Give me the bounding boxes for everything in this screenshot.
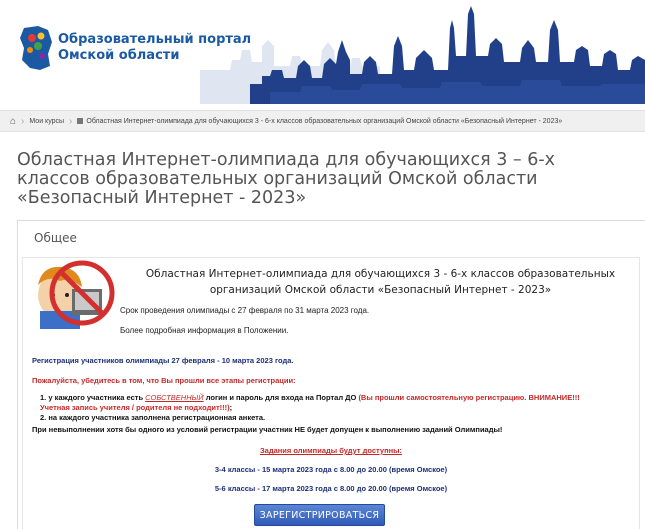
register-button[interactable]: ЗАРЕГИСТРИРОВАТЬСЯ: [254, 504, 385, 526]
registration-steps: [40, 393, 610, 423]
tasks-grades-3-4: 3-4 классы - 15 марта 2023 года с 8.00 до 20.00 (время Омское): [214, 465, 448, 474]
region-map-logo-icon: [18, 24, 54, 72]
section-title: Общее: [34, 231, 77, 245]
step-item: [40, 393, 610, 413]
registration-period: Регистрация участников олимпиады 27 февраля - 10 марта 2023 года.: [32, 356, 294, 365]
step1-warning: (Вы прошли самостоятельную регистрацию. ВНИМАНИЕ!!! Учетная запись учителя / родителя не подходит!!!): [40, 393, 580, 412]
step1-text: 1. у каждого участника есть: [40, 393, 146, 402]
chevron-right-icon: ›: [69, 115, 73, 127]
registration-notice: При невыполнении хотя бы одного из условий регистрации участник НЕ будет допущен к выполнению заданий Олимпиады!: [32, 425, 503, 434]
step1-text2: логин и пароль для входа на Портал ДО: [203, 393, 359, 402]
breadcrumb-course[interactable]: Областная Интернет-олимпиада для обучающихся 3 - 6-х классов образовательных организаций Омской области «Безопасный Интернет - 2023»: [86, 117, 563, 125]
breadcrumb-my-courses[interactable]: Мои курсы: [29, 117, 65, 125]
olympiad-dates: Срок проведения олимпиады с 27 февраля по 31 марта 2023 года.: [120, 306, 370, 315]
no-internet-badge-icon: [20, 255, 116, 331]
olympiad-heading: Областная Интернет-олимпиада для обучающихся 3 - 6-х классов образовательных организаций Омской области «Безопасный Интернет - 2023»: [145, 268, 616, 296]
course-icon: [77, 118, 83, 124]
registration-warning: Пожалуйста, убедитесь в том, что Вы прошли все этапы регистрации:: [32, 376, 296, 385]
portal-logo[interactable]: [18, 24, 251, 72]
olympiad-more-info: Более подробная информация в Положении.: [120, 326, 289, 335]
home-icon[interactable]: ⌂: [10, 115, 17, 127]
logo-line2: Омской области: [58, 48, 180, 63]
tasks-grades-5-6: 5-6 классы - 17 марта 2023 года с 8.00 до 20.00 (время Омское): [214, 484, 448, 493]
chevron-right-icon: ›: [21, 115, 25, 127]
site-header: [0, 0, 645, 104]
page-title: Областная Интернет-олимпиада для обучающихся 3 – 6-х классов образовательных организаций Омской области «Безопасный Интернет - 2023»: [17, 150, 556, 208]
breadcrumb: [0, 110, 645, 132]
step1-end: ;: [229, 403, 233, 412]
logo-line1: Образовательный портал: [58, 32, 252, 47]
step1-own: СОБСТВЕННЫЙ: [145, 393, 204, 402]
tasks-title: Задания олимпиады будут доступны:: [259, 446, 403, 455]
step-item: 2. на каждого участника заполнена регистрационная анкета.: [40, 413, 266, 422]
logo-text: [58, 32, 251, 64]
